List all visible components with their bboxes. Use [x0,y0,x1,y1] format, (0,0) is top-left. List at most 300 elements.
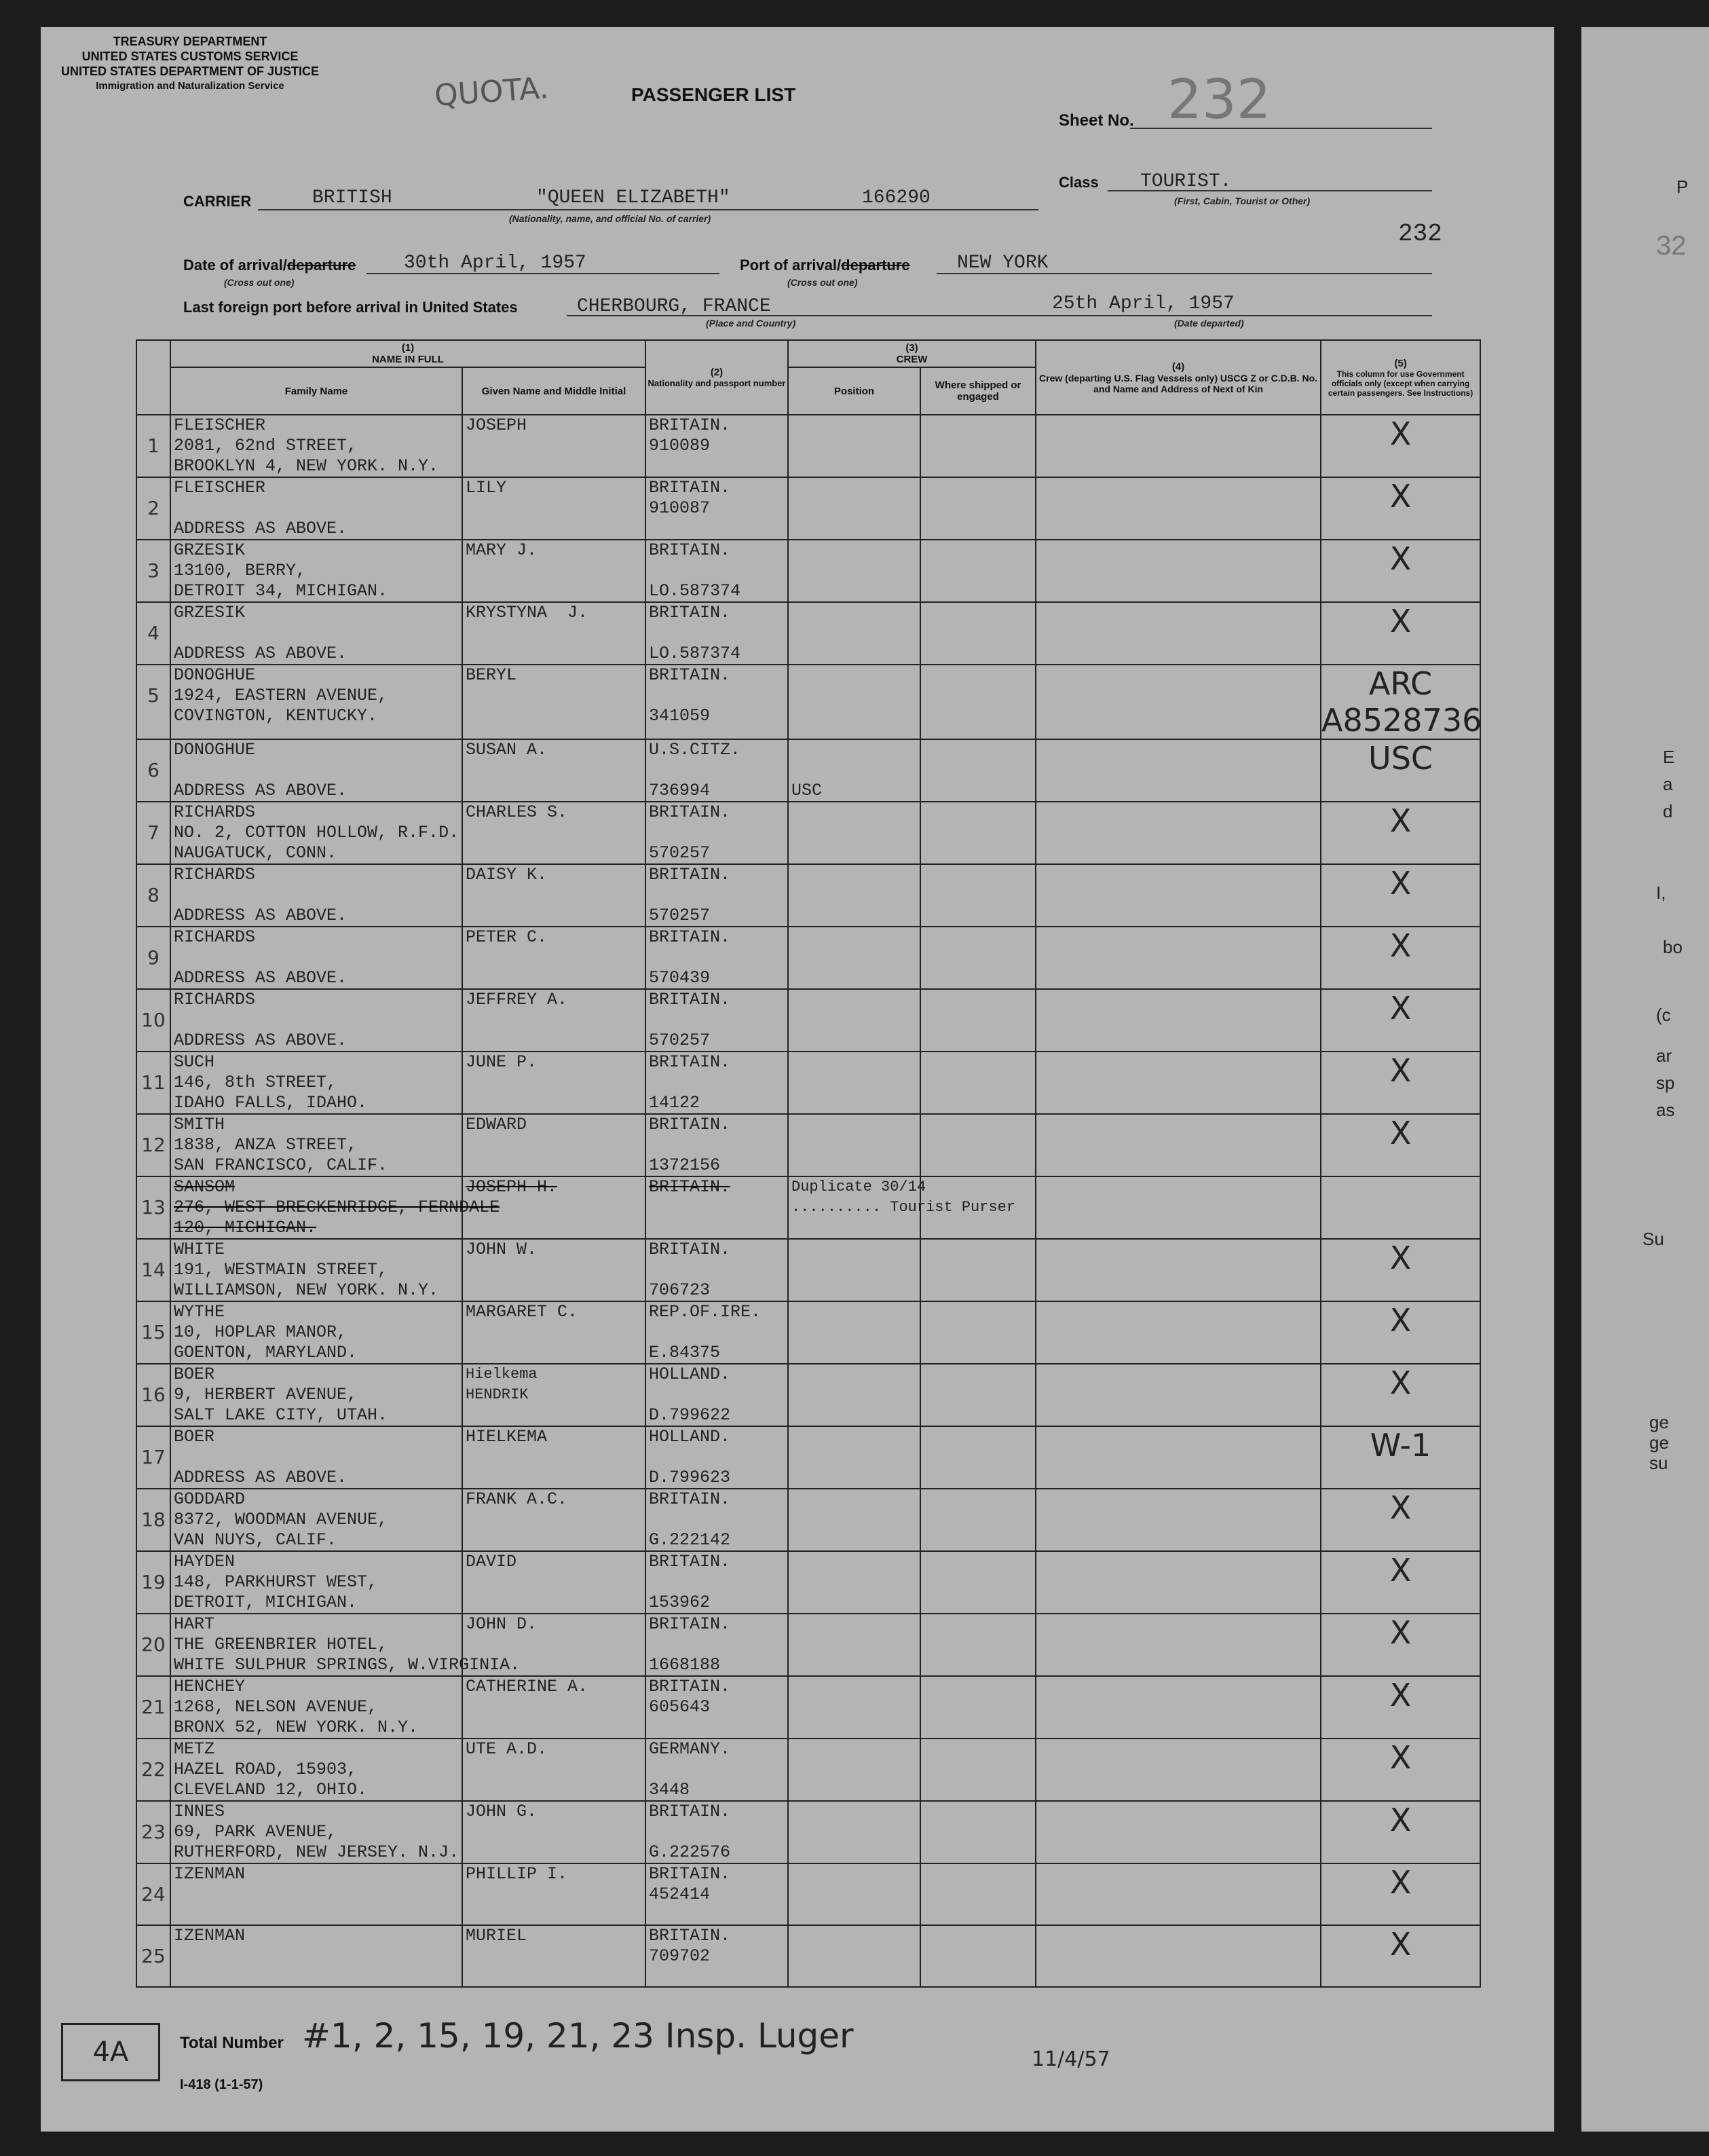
given-name-cell-text: JOHN G. [466,1802,538,1821]
official-mark-cell-text: X [1389,1677,1412,1713]
family-name-cell [170,739,462,802]
row-number-text: 21 [141,1696,166,1718]
sheet-number-handwritten: 232 [1167,68,1271,131]
date-value: 30th April, 1957 [404,253,586,274]
official-mark-cell [1321,1301,1480,1364]
given-name-cell [462,1176,645,1239]
shipped-cell [920,802,1036,864]
family-name-cell-text: RICHARDS ADDRESS AS ABOVE. [174,927,348,988]
nationality-cell-text: BRITAIN. 1372156 [649,1115,731,1175]
family-name-cell [170,1863,462,1925]
official-mark-cell-text: X [1389,1364,1412,1401]
shipped-cell [920,1801,1036,1863]
official-mark-cell [1321,1426,1480,1489]
family-name-cell-text: METZ HAZEL ROAD, 15903, CLEVELAND 12, OHIO. [174,1739,368,1800]
table-row [136,1551,1480,1614]
position-cell [788,1614,920,1676]
given-name-cell [462,739,645,802]
official-mark-cell [1321,602,1480,665]
date-label-arrival: Date of arrival/ [183,257,287,274]
edge-fragment: (c [1656,1005,1671,1025]
row-number-text: 5 [147,684,159,707]
nationality-cell [645,1925,788,1987]
family-name-cell [170,1739,462,1801]
row-number [136,1676,170,1739]
next-of-kin-cell [1036,1551,1321,1614]
port-label-departure: departure [841,257,910,274]
official-mark-cell [1321,1863,1480,1925]
nationality-cell-text: HOLLAND. D.799623 [649,1427,731,1487]
nationality-cell [645,1801,788,1863]
nationality-cell [645,1364,788,1426]
position-cell [788,864,920,927]
position-cell-text: USC [791,781,823,800]
nationality-cell [645,1426,788,1489]
family-name-cell [170,1176,500,1239]
next-of-kin-cell [1036,665,1321,739]
family-name-cell-text: GRZESIK ADDRESS AS ABOVE. [174,603,348,663]
family-name-cell [170,1489,462,1551]
family-name-cell [170,802,462,864]
shipped-cell [920,1364,1036,1426]
shipped-header: Where shipped or engaged [920,367,1036,415]
position-cell [788,1801,920,1863]
row-number-text: 1 [147,434,159,457]
next-of-kin-cell [1036,1364,1321,1426]
family-name-cell-text: RICHARDS ADDRESS AS ABOVE. [174,865,348,925]
given-name-cell [462,540,645,602]
family-name-cell [170,1426,462,1489]
row-number-text: 9 [147,946,159,969]
row-number-text: 3 [147,559,159,582]
official-mark-cell [1321,665,1480,739]
given-name-cell-text: DAISY K. [466,865,548,885]
table-row [136,1239,1480,1301]
row-number [136,540,170,602]
family-name-cell-text: RICHARDS ADDRESS AS ABOVE. [174,990,348,1050]
shipped-cell [920,1614,1036,1676]
given-name-cell [462,665,645,739]
official-mark-cell-text: ARC A8528736 [1321,665,1482,739]
table-row [136,1676,1480,1739]
position-cell [788,665,920,739]
form-number: I-418 (1-1-57) [180,2077,263,2092]
last-port-note: (Place and Country) [706,318,796,329]
official-mark-cell [1321,1925,1480,1987]
box-mark: 4A [61,2023,160,2081]
row-number [136,415,170,477]
next-of-kin-cell [1036,540,1321,602]
given-name-cell-text: SUSAN A. [466,740,548,760]
row-number-text: 4 [147,622,159,644]
nationality-cell-text: BRITAIN. 706723 [649,1240,731,1300]
official-mark-cell-text: X [1389,415,1412,452]
next-of-kin-cell [1036,1489,1321,1551]
official-mark-cell-text: X [1389,540,1412,577]
shipped-cell [920,927,1036,989]
table-row [136,1364,1480,1426]
table-row [136,415,1480,477]
official-mark-cell [1321,864,1480,927]
row-number [136,1739,170,1801]
table-row [136,1489,1480,1551]
row-number [136,1364,170,1426]
agency-block [41,34,339,94]
given-name-cell-text: PETER C. [466,927,548,947]
shipped-cell [920,1489,1036,1551]
shipped-cell [920,1925,1036,1987]
row-number [136,1925,170,1987]
row-number [136,1052,170,1114]
nationality-cell [645,1489,788,1551]
table-row [136,665,1480,739]
row-number [136,802,170,864]
col5-header: (5) This column for use Government officials only (except when carrying certain passengers. See Instructions) [1321,340,1480,415]
table-row [136,1925,1480,1987]
next-of-kin-cell [1036,415,1321,477]
official-mark-cell [1321,1801,1480,1863]
shipped-cell [920,989,1036,1052]
row-number-text: 10 [141,1009,166,1031]
edge-fragment: a [1663,774,1673,794]
official-mark-cell [1321,739,1480,802]
carrier-note: (Nationality, name, and official No. of carrier) [509,213,711,224]
given-name-cell [462,1739,645,1801]
row-number-text: 7 [147,821,159,844]
family-name-cell [170,1676,462,1739]
family-name-cell [170,1364,462,1426]
position-cell [788,1863,920,1925]
departed-note: (Date departed) [1174,318,1244,329]
row-number-text: 17 [141,1446,166,1468]
shipped-cell [920,1176,1036,1239]
position-cell [788,1551,920,1614]
row-number-text: 25 [141,1945,166,1967]
row-number-text: 20 [141,1633,166,1656]
family-name-cell-text: WYTHE 10, HOPLAR MANOR, GOENTON, MARYLAND. [174,1302,358,1362]
nationality-cell-text: BRITAIN. 910089 [649,415,731,456]
row-number-text: 8 [147,884,159,906]
row-number-text: 18 [141,1508,166,1531]
next-of-kin-cell [1036,1925,1321,1987]
official-mark-cell [1321,1551,1480,1614]
nationality-cell-text: BRITAIN. 570439 [649,927,731,988]
family-name-cell [170,927,462,989]
official-mark-cell-text: X [1389,1302,1412,1339]
official-mark-cell [1321,1114,1480,1176]
official-mark-cell-text: X [1389,603,1412,639]
family-name-cell [170,864,462,927]
nationality-cell [645,1614,788,1676]
nationality-cell [645,739,788,802]
table-row [136,1801,1480,1863]
shipped-cell [920,739,1036,802]
nationality-cell [645,989,788,1052]
carrier-line [258,209,1038,210]
shipped-cell [920,1676,1036,1739]
edge-fragment: Su [1642,1229,1664,1249]
given-name-cell [462,1426,645,1489]
given-name-cell-text: DAVID [466,1552,517,1572]
row-number-text: 11 [141,1071,166,1094]
position-cell [788,1239,920,1301]
row-number [136,1114,170,1176]
position-cell [788,1114,920,1176]
next-of-kin-cell [1036,1676,1321,1739]
position-cell [788,1052,920,1114]
next-of-kin-cell [1036,1114,1321,1176]
given-name-cell-text: Hielkema HENDRIK [466,1366,538,1403]
departed-value: 25th April, 1957 [1052,293,1235,314]
agency-line: TREASURY DEPARTMENT [113,35,267,48]
given-name-cell [462,1925,645,1987]
position-cell [788,602,920,665]
table-row [136,1176,1480,1239]
shipped-cell [920,1426,1036,1489]
nationality-cell-text: BRITAIN. G.222576 [649,1802,731,1862]
official-mark-cell [1321,1364,1480,1426]
table-row [136,739,1480,802]
given-name-cell-text: JOSEPH [466,415,527,435]
next-of-kin-cell [1036,1239,1321,1301]
table-row [136,1426,1480,1489]
carrier-nationality: BRITISH [312,187,392,208]
last-port-label: Last foreign port before arrival in United States [183,299,518,316]
shipped-cell [920,1863,1036,1925]
row-number [136,1301,170,1364]
row-number-text: 19 [141,1571,166,1593]
given-name-header: Given Name and Middle Initial [462,367,645,415]
family-name-cell-text: BOER 9, HERBERT AVENUE, SALT LAKE CITY, UTAH. [174,1364,388,1425]
family-name-cell-text: BOER ADDRESS AS ABOVE. [174,1427,348,1487]
edge-fragment: ar [1656,1045,1672,1066]
official-mark-cell-text: X [1389,1552,1412,1588]
class-value: TOURIST. [1140,171,1232,192]
position-cell [788,1364,920,1426]
given-name-cell-text: UTE A.D. [466,1739,548,1759]
position-cell [788,477,920,540]
nationality-cell-text: BRITAIN. LO.587374 [649,540,741,601]
edge-fragment: as [1656,1100,1675,1120]
row-number-text: 2 [147,497,159,519]
next-of-kin-cell [1036,989,1321,1052]
col1-header: (1) NAME IN FULL [170,340,645,367]
edge-fragment: P [1676,176,1689,197]
nationality-cell-text: BRITAIN. 570257 [649,990,731,1050]
next-of-kin-cell [1036,1863,1321,1925]
official-mark-cell-text: X [1389,1614,1412,1651]
next-of-kin-cell [1036,1739,1321,1801]
edge-fragment: sp [1656,1073,1675,1093]
given-name-cell [462,864,645,927]
family-name-cell-text: GRZESIK 13100, BERRY, DETROIT 34, MICHIGAN. [174,540,388,601]
next-of-kin-cell [1036,802,1321,864]
nationality-cell-text: BRITAIN. LO.587374 [649,603,741,663]
row-number [136,665,170,739]
official-mark-cell [1321,1614,1480,1676]
table-row [136,1301,1480,1364]
given-name-cell-text: JOHN D. [466,1614,538,1634]
given-name-cell-text: CHARLES S. [466,802,568,822]
given-name-cell-text: CATHERINE A. [466,1677,588,1696]
table-row [136,1114,1480,1176]
official-mark-cell-text: X [1389,1240,1412,1276]
table-row [136,540,1480,602]
official-mark-cell [1321,1052,1480,1114]
official-mark-cell-text: W-1 [1370,1427,1431,1464]
given-name-cell-text: MARY J. [466,540,538,560]
table-row [136,1614,1480,1676]
date-note: (Cross out one) [224,277,295,288]
nationality-cell-text: BRITAIN. 153962 [649,1552,731,1612]
given-name-cell [462,1364,645,1426]
position-cell [788,415,920,477]
shipped-cell [920,1739,1036,1801]
col3-header: (3) CREW [788,340,1036,367]
carrier-number: 166290 [862,187,931,208]
family-name-cell-text: SMITH 1838, ANZA STREET, SAN FRANCISCO, CALIF. [174,1115,388,1175]
agency-line: Immigration and Naturalization Service [96,80,284,92]
family-name-cell-text: HENCHEY 1268, NELSON AVENUE, BRONX 52, NEW YORK. N.Y. [174,1677,419,1737]
given-name-cell [462,1489,645,1551]
family-name-cell [170,989,462,1052]
port-label [740,257,910,274]
official-mark-cell-text: X [1389,1802,1412,1838]
given-name-cell-text: LILY [466,478,507,498]
family-name-cell-text: GODDARD 8372, WOODMAN AVENUE, VAN NUYS, CALIF. [174,1489,388,1550]
position-cell [788,927,920,989]
family-name-cell-text: SUCH 146, 8th STREET, IDAHO FALLS, IDAHO. [174,1052,368,1113]
adjacent-page-strip [1581,27,1709,2132]
row-number [136,1801,170,1863]
given-name-cell [462,602,645,665]
col4-header: (4) Crew (departing U.S. Flag Vessels only) USCG Z or C.D.B. No. and Name and Address of Next of Kin [1036,340,1321,415]
nationality-cell [645,1551,788,1614]
edge-fragment: d [1663,801,1673,821]
next-of-kin-cell [1036,864,1321,927]
official-mark-cell [1321,1239,1480,1301]
given-name-cell-text: HIELKEMA [466,1427,548,1447]
position-cell [788,1301,920,1364]
edge-fragment: E [1663,747,1675,767]
nationality-cell [645,802,788,864]
family-name-cell [170,1114,462,1176]
total-handwritten: #1, 2, 15, 19, 21, 23 Insp. Luger [302,2016,854,2056]
shipped-cell [920,540,1036,602]
nationality-cell-text: HOLLAND. D.799622 [649,1364,731,1425]
nationality-cell [645,415,788,477]
official-mark-cell-text: X [1389,990,1412,1026]
position-cell-text: Duplicate 30/14 .......... Tourist Purser [791,1178,1016,1216]
edge-fragment: ge [1649,1412,1669,1432]
official-mark-cell [1321,540,1480,602]
nationality-cell-text: REP.OF.IRE. E.84375 [649,1302,762,1362]
row-number [136,739,170,802]
official-mark-cell [1321,1176,1480,1239]
row-number-text: 6 [147,759,159,781]
shipped-cell [920,415,1036,477]
shipped-cell [920,665,1036,739]
given-name-cell [462,1301,645,1364]
row-number [136,1614,170,1676]
next-of-kin-cell [1036,1301,1321,1364]
given-name-cell-text: KRYSTYNA J. [466,603,588,622]
date-label-departure: departure [286,257,356,274]
family-name-cell [170,1239,462,1301]
row-number [136,602,170,665]
official-mark-cell-text: X [1389,1739,1412,1776]
given-name-cell-text: PHILLIP I. [466,1864,568,1884]
table-row [136,927,1480,989]
next-of-kin-cell [1036,927,1321,989]
shipped-cell [920,864,1036,927]
shipped-cell [920,477,1036,540]
nationality-cell-text: BRITAIN. 709702 [649,1926,731,1966]
given-name-cell [462,1863,645,1925]
nationality-cell-text: BRITAIN. 341059 [649,665,731,726]
given-name-cell-text: JUNE P. [466,1052,538,1072]
position-header: Position [788,367,920,415]
nationality-cell [645,1052,788,1114]
family-name-cell-text: WHITE 191, WESTMAIN STREET, WILLIAMSON, NEW YORK. N.Y. [174,1240,439,1300]
edge-fragment: 32 [1656,231,1687,261]
family-name-cell-text: HAYDEN 148, PARKHURST WEST, DETROIT, MICHIGAN. [174,1552,378,1612]
given-name-cell [462,415,645,477]
table-row [136,602,1480,665]
col2-header: (2) Nationality and passport number [645,340,788,415]
family-name-cell [170,1301,462,1364]
port-value: NEW YORK [957,253,1049,274]
row-number [136,989,170,1052]
official-mark-cell-text: X [1389,1052,1412,1089]
nationality-cell [645,1114,788,1176]
table-row [136,864,1480,927]
official-mark-cell [1321,1739,1480,1801]
total-label: Total Number [180,2034,284,2052]
position-cell [788,802,920,864]
stamp-number: 232 [1398,220,1442,248]
nationality-cell-text: BRITAIN. 570257 [649,865,731,925]
given-name-cell [462,1052,645,1114]
row-number-text: 12 [141,1134,166,1156]
given-name-cell [462,1239,645,1301]
nationality-cell [645,864,788,927]
next-of-kin-cell [1036,1801,1321,1863]
nationality-cell [645,540,788,602]
carrier-name: "QUEEN ELIZABETH" [536,187,730,208]
official-mark-cell-text: X [1389,1489,1412,1526]
official-mark-cell [1321,927,1480,989]
family-name-cell [170,1551,462,1614]
shipped-cell [920,1301,1036,1364]
row-number-text: 14 [141,1259,166,1281]
position-cell [788,540,920,602]
nationality-cell [645,1739,788,1801]
row-number [136,1239,170,1301]
rownum-header [136,340,170,415]
agency-line: UNITED STATES CUSTOMS SERVICE [81,50,299,63]
shipped-cell [920,1052,1036,1114]
given-name-cell-text: FRANK A.C. [466,1489,568,1509]
port-label-arrival: Port of arrival/ [740,257,842,274]
family-name-cell [170,1801,462,1863]
nationality-cell [645,665,788,739]
official-mark-cell [1321,1489,1480,1551]
official-mark-cell-text: X [1389,865,1412,902]
row-number-text: 24 [141,1883,166,1906]
family-name-cell [170,602,462,665]
row-number [136,1863,170,1925]
